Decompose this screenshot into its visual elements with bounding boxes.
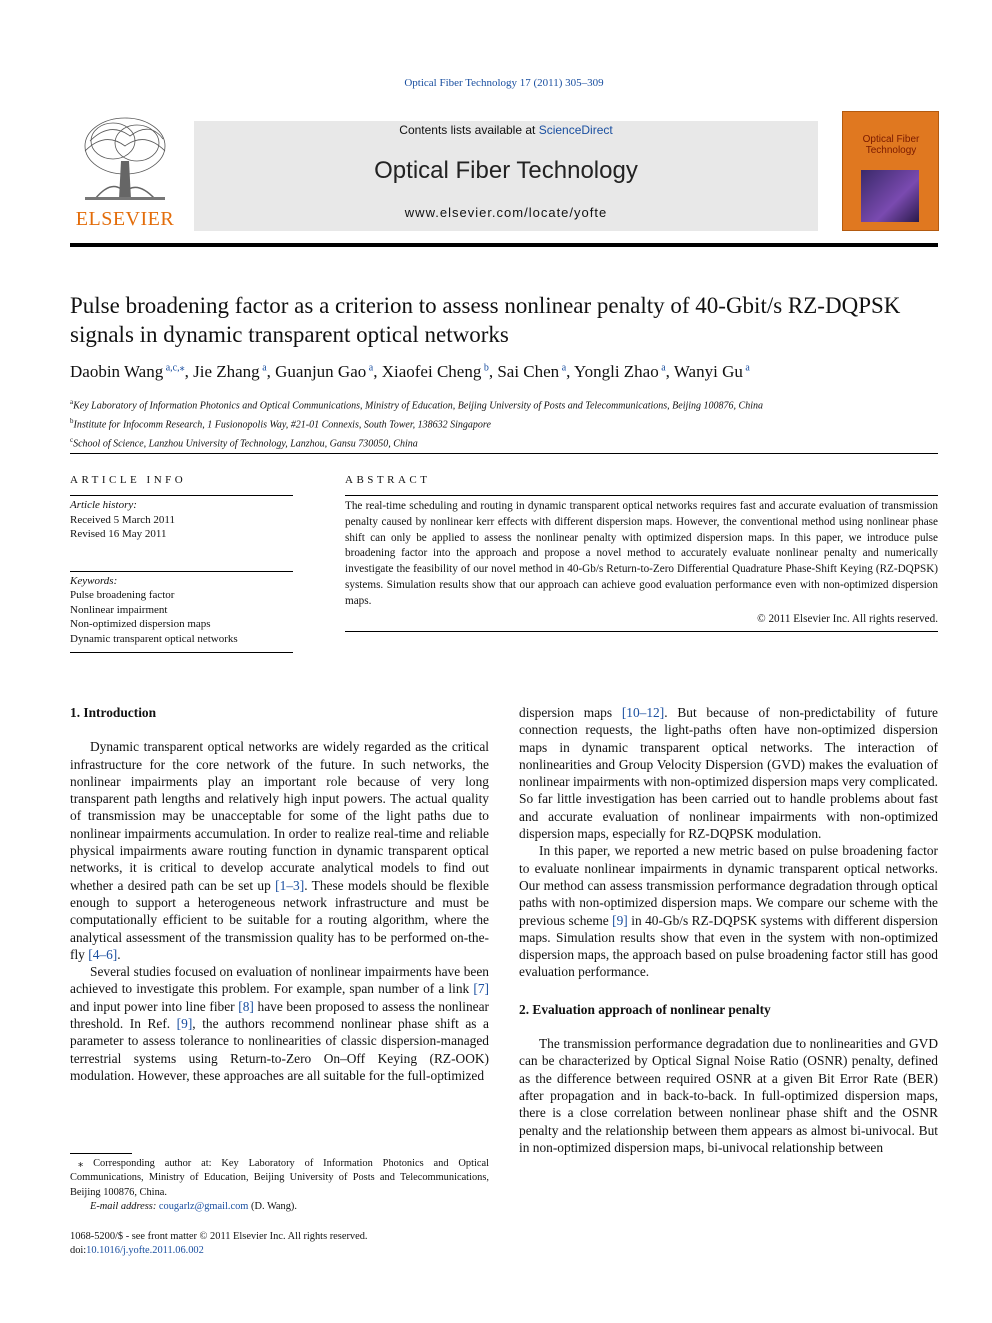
divider bbox=[70, 453, 938, 454]
abstract-section bbox=[345, 474, 938, 632]
doi-label: doi: bbox=[70, 1245, 87, 1257]
text: have been proposed to assess the nonlinear threshold. In Ref. bbox=[70, 998, 489, 1032]
email-label: E-mail address: bbox=[90, 1201, 159, 1213]
affiliation-text: School of Science, Lanzhou University of Technology, Lanzhou, Gansu 730050, China bbox=[73, 438, 418, 450]
citation-link[interactable]: [4–6] bbox=[88, 946, 118, 962]
header-rule bbox=[70, 243, 938, 247]
footnotes bbox=[70, 1157, 489, 1215]
article-info bbox=[70, 474, 293, 653]
email-suffix: (D. Wang). bbox=[248, 1201, 297, 1213]
citation-link[interactable]: [7] bbox=[473, 981, 489, 997]
text: , the authors recommend nonlinear phase shift as a parameter to assess tolerance to nonlinearities of classic dispersion-managed terrestrial systems using Return-to-Zero On–Off Keying (RZ-OOK) modulation. However, these approaches are all suitable for the full-optimized bbox=[70, 1016, 489, 1083]
author-list: Daobin Wang $^{a,c,⁎}$, Jie Zhang $^a$, Guanjun Gao $^a$, Xiaofei Cheng $^b$, Sai Chen $^a$, Yongli Zhao $^a$, Wanyi Gu $^a$ bbox=[70, 362, 750, 381]
citation-link[interactable]: [8] bbox=[238, 998, 254, 1014]
publisher-name: ELSEVIER bbox=[75, 208, 175, 230]
text: Dynamic transparent optical networks are widely regarded as the critical infrastructure for the core network of the future. In such networks, the nonlinear impairments play an important role because of very long transparent path lengths and relatively high input powers. The actual quality of transmission may be unacceptable for some of the light paths due to nonlinear impairments accumulation. In order to realize real-time and reliable physical impairments aware routing function in dynamic transparent optical networks, it is critical to develop accurate analytical models to find out whether a desired path can be set up bbox=[70, 739, 489, 893]
contents-prefix: Contents lists available at bbox=[399, 123, 539, 137]
journal-banner bbox=[194, 121, 818, 231]
author[interactable]: Sai Chen bbox=[497, 362, 560, 381]
affiliation-list bbox=[70, 395, 938, 452]
keyword: Pulse broadening factor bbox=[70, 589, 175, 601]
affiliation-text: Key Laboratory of Information Photonics and Optical Communications, Ministry of Education, Beijing University of Posts and Telecommunications, Beijing 100876, China bbox=[73, 400, 763, 412]
divider bbox=[70, 571, 293, 572]
history-label: Article history: bbox=[70, 499, 137, 511]
body-column-left bbox=[70, 704, 489, 1084]
cover-title: Optical Fiber Technology bbox=[862, 134, 920, 156]
divider bbox=[70, 652, 293, 653]
divider bbox=[345, 495, 938, 496]
paragraph bbox=[519, 704, 938, 842]
author[interactable]: Guanjun Gao bbox=[275, 362, 367, 381]
section-heading: 1. Introduction bbox=[70, 705, 157, 720]
paragraph: The transmission performance degradation due to nonlinearities and GVD can be characterized by Optical Signal Noise Ratio (OSNR) penalty, defined as the difference between required OSNR at a given Bit Error Rate (BER) after propagation and in back-to-back. In full-optimized dispersion maps, there is a close correlation between nonlinear phase shift and the OSNR penalty and the relationship between them appears as almost bi-univocal. But in non-optimized dispersion maps, bi-univocal relationship between bbox=[519, 1036, 938, 1155]
author[interactable]: Yongli Zhao bbox=[574, 362, 659, 381]
citation-link[interactable]: [1–3] bbox=[275, 877, 305, 893]
author-affiliation-marker[interactable]: b bbox=[481, 362, 489, 374]
abstract-text: The real-time scheduling and routing in dynamic transparent optical networks requires fast and accurate evaluation of transmission penalty caused by nonlinear kerr effects with different dispersion maps. However, the conventional method using nonlinear phase shift can only be applied to assess the nonlinear penalty with optimized dispersion maps. In this paper, we introduce pulse broadening factor into the approach and propose a novel method to accurately evaluate nonlinear penalty and numerically investigate the feasibility of our novel method in 40-Gb/s Return-to-Zero Differential Quadrature Phase-Shift Keying (RZ-DQPSK) systems. Simulation results show that our approach can achieve good evaluation performance even with non-optimized dispersion maps. bbox=[345, 500, 938, 607]
keyword: Dynamic transparent optical networks bbox=[70, 632, 238, 645]
divider bbox=[345, 631, 938, 632]
front-matter bbox=[70, 1230, 489, 1259]
keyword: Non-optimized dispersion maps bbox=[70, 618, 211, 630]
author[interactable]: Xiaofei Cheng bbox=[381, 362, 482, 381]
paragraph bbox=[70, 738, 489, 963]
corresponding-author-note: ⁎ Corresponding author at: Key Laboratory of Information Photonics and Optical Communications, Ministry of Education, Beijing University of Posts and Telecommunications, Beijing 100876, China. bbox=[70, 1158, 489, 1198]
article-title: Pulse broadening factor as a criterion to assess nonlinear penalty of 40-Gbit/s RZ-DQPSK signals in dynamic transparent optical networks bbox=[70, 293, 901, 347]
affiliation-text: Institute for Infocomm Research, 1 Fusionopolis Way, #21-01 Connexis, South Tower, 138632 Singapore bbox=[73, 419, 491, 431]
affiliation-marker: c bbox=[70, 435, 74, 444]
article-info-heading: ARTICLE INFO bbox=[70, 474, 187, 486]
divider bbox=[70, 495, 293, 496]
sciencedirect-link[interactable]: ScienceDirect bbox=[538, 123, 613, 137]
text: . But because of non-predictability of future connection requests, the light-paths often have non-optimized dispersion maps in dynamic transparent optical networks. The interaction of nonlinearities and Group Velocity Dispersion (GVD) makes the evaluation of nonlinear impairments with non-optimized dispersion maps very complicated. So far little investigation has been carried out to handle problems about fast and accurate evaluation of nonlinear impairments with non-optimized dispersion maps, especially for RZ-DQPSK modulation. bbox=[519, 705, 938, 842]
author-affiliation-marker[interactable]: a bbox=[259, 362, 267, 374]
text: . bbox=[117, 946, 121, 962]
paragraph bbox=[519, 842, 938, 980]
author-affiliation-marker[interactable]: a bbox=[742, 362, 750, 374]
text: . These models should be flexible enough to support a heterogeneous network infrastructure and must be computationally efficient to be suitable for a routing algorithm, where the analytical assessment of the transmission quality has to be performed on-the-fly bbox=[70, 877, 490, 962]
abstract-heading: ABSTRACT bbox=[345, 474, 431, 486]
elsevier-tree-icon bbox=[75, 111, 175, 206]
affiliation bbox=[70, 414, 938, 433]
email-note bbox=[70, 1200, 489, 1214]
text: Several studies focused on evaluation of nonlinear impairments have been achieved to investigate this problem. For example, span number of a link bbox=[70, 964, 489, 997]
received-date: Received 5 March 2011 bbox=[70, 513, 175, 526]
journal-title: Optical Fiber Technology bbox=[374, 157, 638, 184]
author-affiliation-marker[interactable]: a bbox=[559, 362, 567, 374]
journal-cover-thumbnail[interactable] bbox=[842, 111, 939, 231]
footnote-rule bbox=[70, 1153, 132, 1154]
text: in 40-Gb/s RZ-DQPSK systems with different dispersion maps. Simulation results show that even in the system with non-optimized dispersion maps, the approach based on pulse broadening factor still has good evaluation performance. bbox=[519, 912, 938, 980]
keyword: Nonlinear impairment bbox=[70, 603, 168, 616]
affiliation bbox=[70, 395, 938, 414]
citation-link[interactable]: [9] bbox=[612, 912, 628, 928]
copyright-notice: © 2011 Elsevier Inc. All rights reserved. bbox=[757, 612, 938, 625]
contents-line bbox=[194, 123, 818, 137]
affiliation-marker: a bbox=[70, 398, 74, 406]
journal-reference[interactable]: Optical Fiber Technology 17 (2011) 305–309 bbox=[404, 77, 604, 89]
citation-link[interactable]: [9] bbox=[176, 1016, 193, 1032]
author[interactable]: Wanyi Gu bbox=[673, 362, 743, 381]
affiliation bbox=[70, 433, 938, 452]
author-affiliation-marker[interactable]: a,c,⁎ bbox=[163, 362, 185, 374]
doi-link[interactable]: 10.1016/j.yofte.2011.06.002 bbox=[86, 1245, 204, 1257]
elsevier-logo[interactable] bbox=[70, 111, 180, 233]
author-affiliation-marker[interactable]: a bbox=[658, 362, 666, 374]
author[interactable]: Jie Zhang bbox=[193, 362, 260, 381]
body-column-right bbox=[519, 704, 938, 1156]
author-affiliation-marker[interactable]: a bbox=[366, 362, 374, 374]
email-link[interactable]: cougarlz@gmail.com bbox=[158, 1201, 249, 1213]
doi-line bbox=[70, 1244, 489, 1258]
text: dispersion maps bbox=[519, 705, 622, 720]
keywords-label: Keywords: bbox=[70, 574, 118, 587]
text: In this paper, we reported a new metric based on pulse broadening factor to evaluate nonlinear impairments in dynamic transparent optical networks. Our method can assess transmission performance degradation through optical paths with non-optimized dispersion maps. We compare our scheme with the previous scheme bbox=[519, 843, 938, 928]
citation-link[interactable]: [10–12] bbox=[621, 705, 665, 720]
journal-url[interactable]: www.elsevier.com/locate/yofte bbox=[404, 205, 608, 220]
paragraph bbox=[70, 963, 489, 1084]
author[interactable]: Daobin Wang bbox=[70, 362, 164, 381]
issn-line: 1068-5200/$ - see front matter © 2011 Elsevier Inc. All rights reserved. bbox=[70, 1231, 368, 1242]
affiliation-marker: b bbox=[70, 416, 74, 425]
text: and input power into line fiber bbox=[70, 998, 239, 1014]
journal-header bbox=[70, 111, 938, 247]
revised-date: Revised 16 May 2011 bbox=[70, 528, 167, 540]
section-heading: 2. Evaluation approach of nonlinear penalty bbox=[519, 1001, 771, 1017]
cover-artwork bbox=[861, 170, 919, 222]
